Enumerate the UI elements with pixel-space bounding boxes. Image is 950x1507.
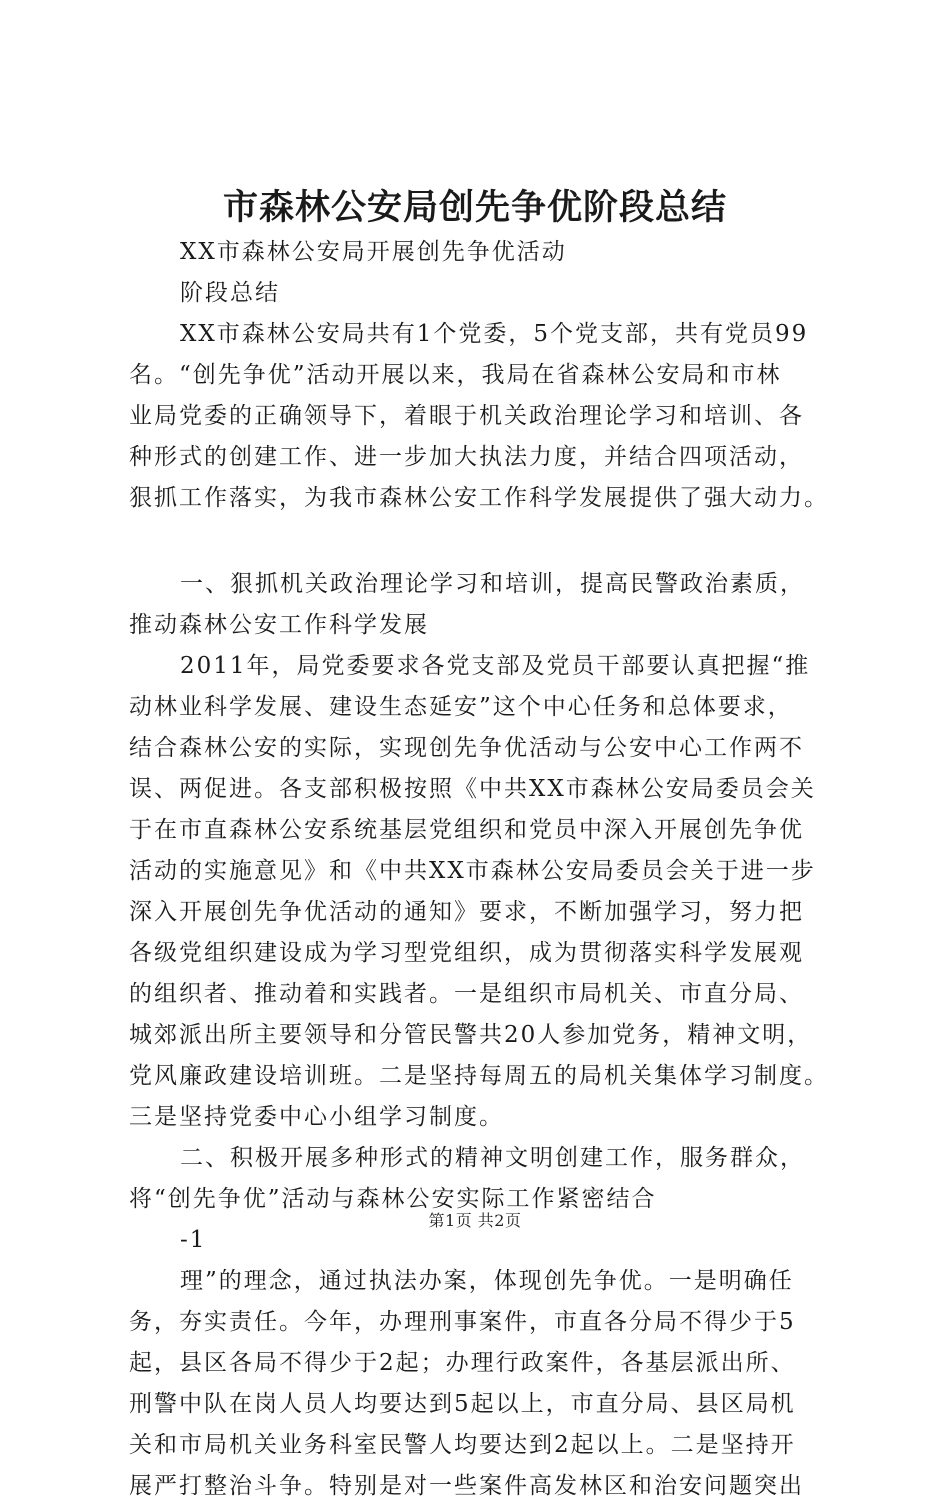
paragraph-line: 城郊派出所主要领导和分管民警共20人参加党务，精神文明， [129, 1022, 813, 1048]
document-title: 市森林公安局创先争优阶段总结 [222, 187, 727, 228]
paragraph-line: 关和市局机关业务科室民警人均要达到2起以上。二是坚持开 [129, 1432, 796, 1458]
paragraph-line: 各级党组织建设成为学习型党组织，成为贯彻落实科学发展观 [129, 940, 804, 966]
paragraph-line: 结合森林公安的实际，实现创先争优活动与公安中心工作两不 [129, 735, 804, 761]
paragraph-line: 起，县区各局不得少于2起；办理行政案件，各基层派出所、 [129, 1350, 796, 1376]
paragraph-line: 种形式的创建工作、进一步加大执法力度，并结合四项活动， [129, 444, 804, 470]
paragraph-line: 刑警中队在岗人员人均要达到5起以上，市直分局、县区局机 [129, 1391, 796, 1417]
page-marker: -1 [180, 1227, 207, 1253]
subtitle-line-2: 阶段总结 [180, 280, 280, 306]
paragraph-line: 误、两促进。各支部积极按照《中共XX市森林公安局委员会关 [129, 776, 816, 802]
subtitle-line-1: XX市森林公安局开展创先争优活动 [180, 239, 567, 265]
section-heading-line: 一、狠抓机关政治理论学习和培训，提高民警政治素质， [180, 571, 805, 597]
paragraph-line: 活动的实施意见》和《中共XX市森林公安局委员会关于进一步 [129, 858, 816, 884]
page-footer: 第1页 共2页 [428, 1211, 522, 1230]
paragraph-line: 狠抓工作落实，为我市森林公安工作科学发展提供了强大动力。 [129, 485, 829, 511]
paragraph-line: 务，夯实责任。今年，办理刑事案件，市直各分局不得少于5 [129, 1309, 796, 1335]
paragraph-line: XX市森林公安局共有1个党委，5个党支部，共有党员99 [180, 321, 809, 347]
paragraph-gap [129, 519, 841, 564]
section-heading-line: 二、积极开展多种形式的精神文明创建工作，服务群众， [180, 1145, 805, 1171]
paragraph-line: 深入开展创先争优活动的通知》要求，不断加强学习，努力把 [129, 899, 804, 925]
paragraph-line: 的组织者、推动着和实践者。一是组织市局机关、市直分局、 [129, 981, 804, 1007]
paragraph-line: 理”的理念，通过执法办案，体现创先争优。一是明确任 [180, 1268, 794, 1294]
document-body [129, 232, 841, 1507]
paragraph-line: 于在市直森林公安系统基层党组织和党员中深入开展创先争优 [129, 817, 804, 843]
paragraph-line: 业局党委的正确领导下，着眼于机关政治理论学习和培训、各 [129, 403, 804, 429]
section-heading-line: 推动森林公安工作科学发展 [129, 612, 429, 638]
section-heading-line: 将“创先争优”活动与森林公安实际工作紧密结合 [129, 1186, 657, 1212]
paragraph-line: 展严打整治斗争。特别是对一些案件高发林区和治安问题突出 [129, 1473, 804, 1499]
paragraph-line: 动林业科学发展、建设生态延安”这个中心任务和总体要求， [129, 694, 793, 720]
paragraph-line: 2011年，局党委要求各党支部及党员干部要认真把握“推 [180, 653, 811, 679]
paragraph-line: 名。“创先争优”活动开展以来，我局在省森林公安局和市林 [129, 362, 782, 388]
paragraph-line: 三是坚持党委中心小组学习制度。 [129, 1104, 504, 1130]
paragraph-line: 党风廉政建设培训班。二是坚持每周五的局机关集体学习制度。 [129, 1063, 829, 1089]
